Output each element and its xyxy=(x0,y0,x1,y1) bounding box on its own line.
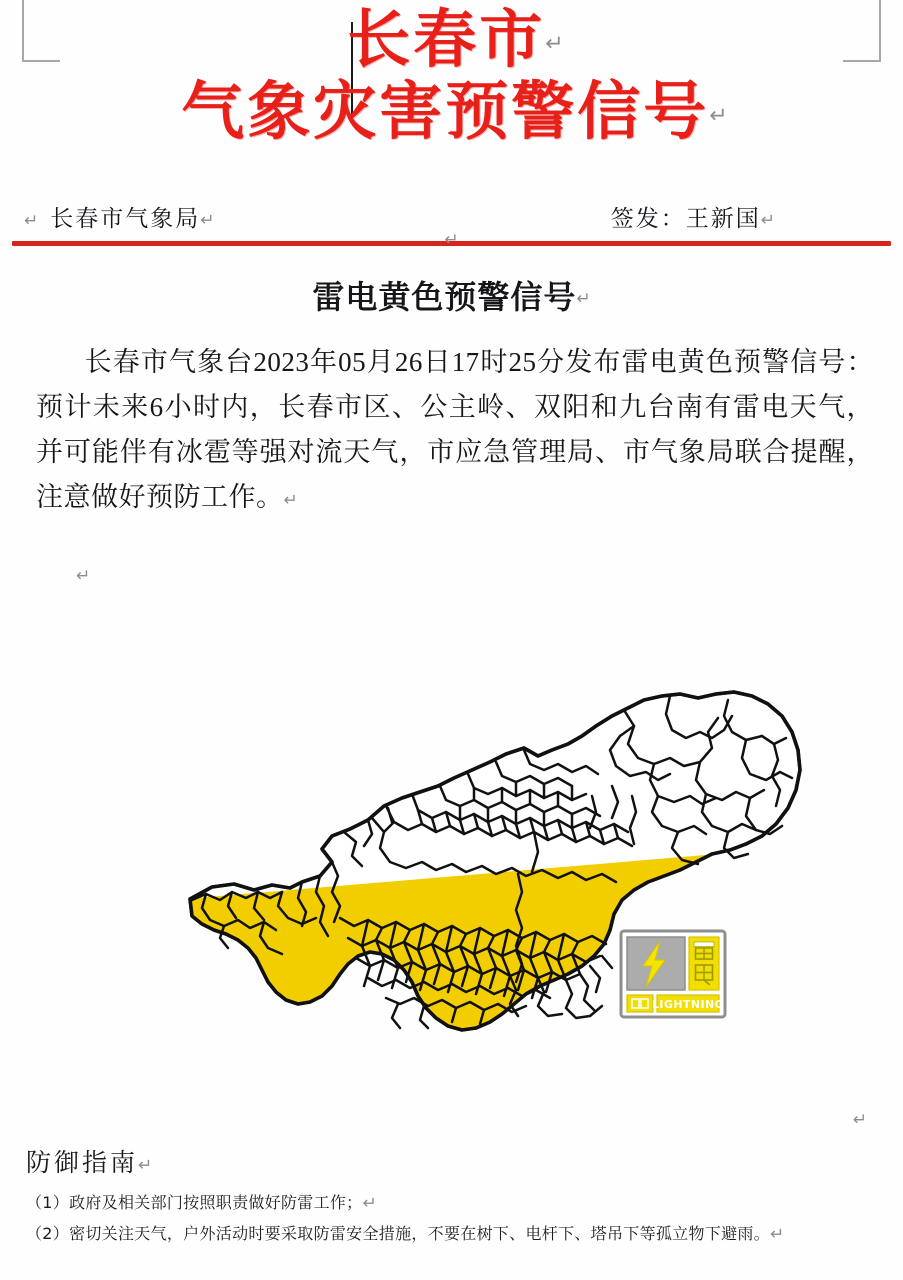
list-item xyxy=(26,1219,876,1250)
pilcrow-mark: ↵ xyxy=(283,490,298,510)
issuer-organization xyxy=(24,200,215,233)
pilcrow-mark: ↵ xyxy=(576,289,591,308)
signer-field xyxy=(611,200,775,233)
title-line-two-text: 气象灾害预警信号 xyxy=(181,75,710,149)
red-divider-rule xyxy=(12,230,891,250)
title-line-one-text: 长春市 xyxy=(347,3,546,76)
defense-guide-item-text: （2）密切关注天气，户外活动时要采取防雷安全措施，不要在树下、电杆下、塔吊下等孤立物下避雨。 xyxy=(26,1223,770,1243)
warning-body-paragraph xyxy=(36,340,874,522)
pilcrow-mark: ↵ xyxy=(760,210,775,230)
pilcrow-mark: ↵ xyxy=(138,1155,153,1175)
defense-guide-heading-text: 防御指南 xyxy=(26,1150,139,1177)
pilcrow-mark: ↵ xyxy=(362,1193,377,1213)
signer-text: 签发：王新国 xyxy=(610,206,761,231)
pilcrow-mark: ↵ xyxy=(24,210,39,230)
lightning-warning-icon xyxy=(619,929,727,1019)
defense-guide-heading xyxy=(26,1143,152,1179)
warning-subtitle xyxy=(0,272,903,318)
pilcrow-mark: ↵ xyxy=(545,30,564,56)
issuer-organization-text: 长春市气象局 xyxy=(50,206,201,231)
icon-en-label-text: LIGHTNING xyxy=(652,998,724,1011)
warning-subtitle-text: 雷电黄色预警信号 xyxy=(312,278,577,316)
issuer-row xyxy=(0,200,903,234)
defense-guide-list xyxy=(26,1188,876,1249)
pilcrow-mark: ↵ xyxy=(200,210,215,230)
defense-guide-item-text: （1）政府及相关部门按照职责做好防雷工作； xyxy=(26,1193,363,1212)
pilcrow-mark: ↵ xyxy=(852,1110,867,1129)
list-item xyxy=(26,1188,876,1219)
warning-body-text: 长春市气象台2023年05月26日17时25分发布雷电黄色预警信号：预计未来6小时内，长春市区、公主岭、双阳和九台南有雷电天气，并可能伴有冰雹等强对流天气，市应急管理局、市气象局联合提醒，注意做好预防工作。 xyxy=(36,347,874,512)
pilcrow-mark: ↵ xyxy=(76,566,91,585)
lightning-warning-icon-svg xyxy=(619,929,727,1019)
pilcrow-mark: ↵ xyxy=(709,102,728,128)
title-line-one xyxy=(0,3,903,76)
title-line-two xyxy=(0,75,903,149)
pilcrow-mark: ↵ xyxy=(769,1224,785,1243)
pilcrow-mark: ↵ xyxy=(444,230,459,249)
document-title-block xyxy=(0,3,903,149)
icon-corner-badge xyxy=(627,995,653,1012)
